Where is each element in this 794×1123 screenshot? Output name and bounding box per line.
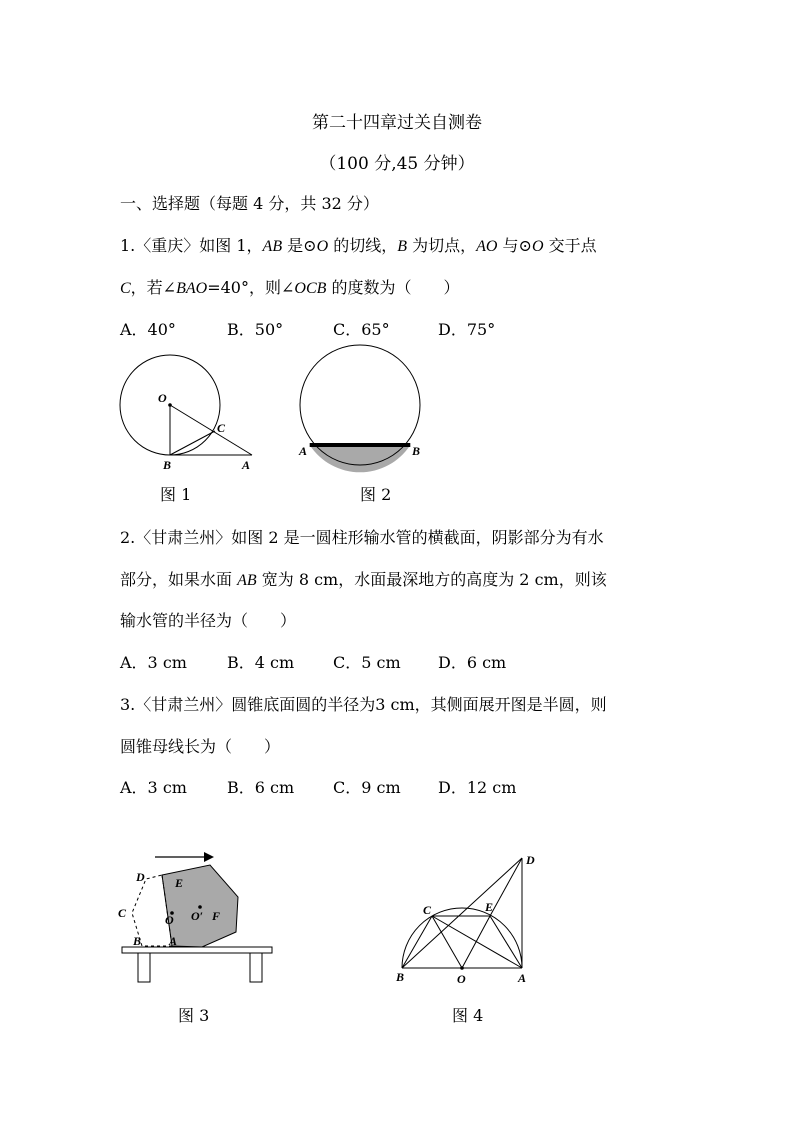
fig3-label-f: F [212,909,221,923]
fig3-arrow-head [204,852,214,862]
section-heading: 一、选择题（每题 4 分，共 32 分） [120,194,379,213]
q1-option-c: C．65° [333,320,390,339]
fig4-label-d: D [526,853,535,867]
fig3-table-leg-right [250,953,262,982]
page-title: 第二十四章过关自测卷 [312,113,482,133]
fig3-table-leg-left [138,953,150,982]
figure-4 [392,848,552,988]
fig1-segment-bc [170,431,215,455]
fig2-label-a: A [299,444,308,458]
fig3-label-o-prime: O′ [191,909,204,923]
fig4-segment-ca [432,916,522,968]
page-subtitle: （100 分,45 分钟） [319,154,475,174]
q2-option-a: A．3 cm [120,653,187,672]
fig1-label-c: C [217,421,226,435]
fig4-segment-ed [490,858,522,916]
fig4-segment-co [432,916,462,968]
fig2-label-b: B [412,444,421,458]
q1-option-a: A．40° [120,320,176,339]
q1-option-b: B．50° [227,320,284,339]
fig1-label-b: B [163,458,172,472]
figure-3 [112,845,282,990]
fig4-label-b: B [396,970,405,984]
fig3-table-top [122,947,272,953]
q2-option-c: C．5 cm [333,653,401,672]
fig4-label-o: O [457,972,466,986]
q2-line2: 部分，如果水面 AB 宽为 8 cm，水面最深地方的高度为 2 cm，则该 [120,570,607,589]
fig1-segment-oa [170,405,252,455]
fig1-label-o: O [158,391,167,405]
q1-line2: C，若∠BAO=40°，则∠OCB 的度数为（ ） [120,278,460,297]
fig2-water-region [310,445,411,472]
fig4-segment-bc [402,916,432,968]
q3-option-c: C．9 cm [333,778,401,797]
fig3-label-b: B [133,934,142,948]
fig4-label-a: A [518,971,527,985]
q3-option-a: A．3 cm [120,778,187,797]
q2-option-d: D．6 cm [438,653,507,672]
fig3-label-c: C [118,906,127,920]
q2-option-b: B．4 cm [227,653,295,672]
fig4-center-dot [460,966,464,970]
fig4-segment-oe [462,916,490,968]
q1-option-d: D．75° [438,320,496,339]
fig1-caption: 图 1 [160,485,192,504]
fig4-caption: 图 4 [452,1006,484,1025]
q3-option-d: D．12 cm [438,778,517,797]
q2-line3: 输水管的半径为（ ） [120,611,297,630]
fig2-caption: 图 2 [360,485,392,504]
q2-line1: 2.〈甘肃兰州〉如图 2 是一圆柱形输水管的横截面，阴影部分为有水 [120,528,604,547]
fig1-center-dot [168,403,172,407]
fig3-caption: 图 3 [178,1006,210,1025]
fig3-label-d: D [136,870,145,884]
fig4-label-e: E [485,900,494,914]
fig4-segment-ea [490,916,522,968]
fig3-label-o: O [165,913,174,927]
fig3-label-e: E [175,876,184,890]
q1-line1: 1.〈重庆〉如图 1，AB 是⊙O 的切线，B 为切点，AO 与⊙O 交于点 [120,236,597,255]
q3-option-b: B．6 cm [227,778,295,797]
figure-2 [300,343,435,473]
figure-1 [112,355,272,475]
fig3-label-a: A [169,934,178,948]
fig1-label-a: A [242,458,251,472]
q3-line2: 圆锥母线长为（ ） [120,737,281,756]
fig4-segment-db [402,858,522,968]
q3-line1: 3.〈甘肃兰州〉圆锥底面圆的半径为3 cm，其侧面展开图是半圆，则 [120,695,607,714]
fig4-label-c: C [423,903,432,917]
